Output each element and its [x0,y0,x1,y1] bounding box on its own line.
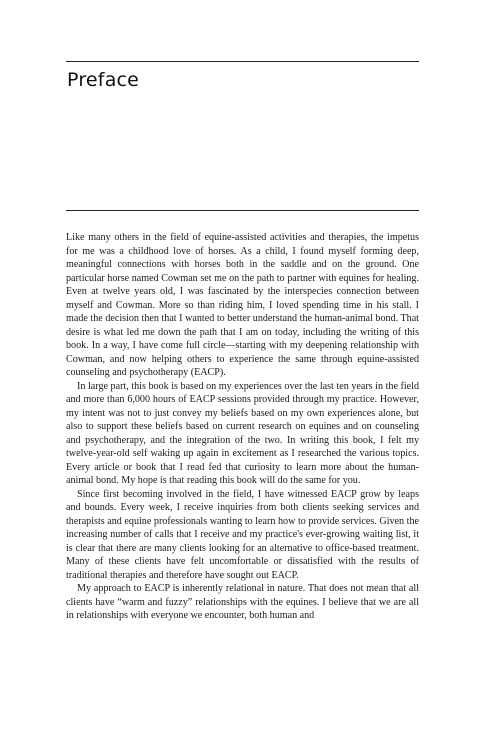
paragraph: Since first becoming involved in the field, I have witnessed EACP grow by leaps and bounds. Every week, I receive inquiries from both clients seeking services and therapists and equine professionals wanting to learn how to provide services. Given the increasing number of calls that I receive and my practice's ever-growing waiting list, it is clear that there are many clients looking for an alternative to office-based treatment. Many of these clients have felt uncomfortable or dissatisfied with the results of traditional therapies and therefore have sought out EACP. [66,488,419,581]
paragraph: In large part, this book is based on my experiences over the last ten years in the field and more than 6,000 hours of EACP sessions provided through my practice. However, my intent was not to just convey my beliefs based on my own experiences alone, but also to support these beliefs based on current research on equines and on counseling and psychotherapy, and the integration of the two. In writing this book, I felt my twelve-year-old self waking up again in excitement as I researched the various topics. Every article or book that I read fed that curiosity to learn more about the human-animal bond. My hope is that reading this book will do the same for you. [66,380,419,486]
paragraph: Like many others in the field of equine-assisted activities and therapies, the impetus for me was a childhood love of horses. As a child, I found myself forming deep, meaningful connections with horses both in the saddle and on the ground. One particular horse named Cowman set me on the path to partner with equines for healing. Even at twelve years old, I was fascinated by the interspecies connection between myself and Cowman. More so than riding him, I loved spending time in his stall. I made the decision then that I wanted to better understand the human-animal bond. That desire is what led me down the path that I am on today, including the writing of this book. In a way, I have come full circle—starting with my deepening relationship with Cowman, and now helping others to experience the same through equine-assisted counseling and psychotherapy (EACP). [66,232,419,378]
body-text [66,231,419,623]
chapter-title: Preface [67,69,140,91]
title-top-rule [66,61,419,62]
paragraph: My approach to EACP is inherently relational in nature. That does not mean that all clients have “warm and fuzzy” relationships with the equines. I believe that we are all in relationships with everyone we encounter, both human and [66,583,419,621]
title-bottom-rule [66,210,419,211]
